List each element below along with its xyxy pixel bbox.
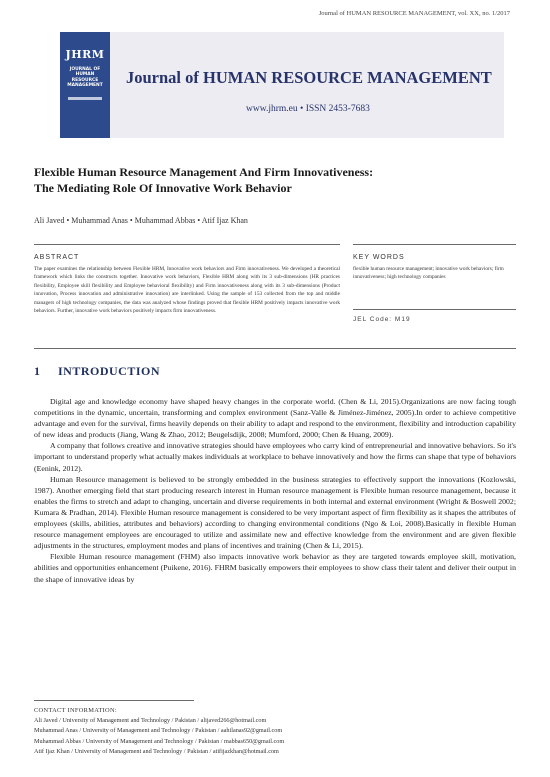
contact-heading: CONTACT INFORMATION:: [34, 707, 117, 714]
logo-mark: JHRM: [65, 48, 105, 61]
contact-line: Muhammad Anas / University of Management and Technology / Pakistan / aahilanas92@gmail.com: [34, 727, 283, 735]
logo-line: JOURNAL OF: [69, 67, 101, 72]
contact-line: Atif Ijaz Khan / University of Management and Technology / Pakistan / atifijazkhan@hotmail.com: [34, 747, 279, 755]
abstract-divider: [34, 244, 340, 245]
keywords-text: flexible human resource management; innovative work behaviors; firm innovativeness; high technology companies: [353, 266, 504, 281]
journal-title: Journal of HUMAN RESOURCE MANAGEMENT: [126, 68, 492, 87]
section-divider: [34, 348, 516, 349]
abstract-heading: ABSTRACT: [34, 254, 80, 261]
body-text: [34, 396, 516, 585]
logo-line: RESOURCE: [71, 77, 99, 83]
journal-masthead: [60, 32, 504, 138]
paper-title-line: The Mediating Role Of Innovative Work Behavior: [34, 181, 292, 195]
paper-title-line: Flexible Human Resource Management And Firm Innovativeness:: [34, 165, 374, 179]
section-number: 1: [34, 364, 41, 378]
jel-code: JEL Code: M19: [353, 316, 411, 323]
logo-text: [60, 61, 110, 89]
jel-divider: [353, 309, 516, 310]
section-heading: [34, 364, 160, 379]
body-paragraph: Digital age and knowledge economy have shaped heavy changes in the corporate world. (Chen & Li, 2015).Organizations are now facing tough competitions in the dynamic, uncertain, transforming and complex environment (Sanz-Valle & Jiménez-Jiménez, 2005).In order to achieve competitive advantage and even for the survival, firms heavily depends on their ability to adapt and respond to the environment, flexibility and introduction capability of new ideas and products (Jiang, Wang & Zhao, 2012; Beugelsdijk, 2008; Mumford, 2000; Chen & Huang, 2009).: [34, 397, 516, 440]
footnote-divider: [34, 700, 194, 701]
keywords-heading: KEY WORDS: [353, 254, 405, 261]
author-list: Ali Javed • Muhammad Anas • Muhammad Abbas • Atif Ijaz Khan: [34, 216, 248, 225]
journal-subline: www.jhrm.eu • ISSN 2453-7683: [246, 104, 370, 114]
logo-line: MANAGEMENT: [67, 83, 103, 89]
contact-line: Ali Javed / University of Management and Technology / Pakistan / alijaved266@hotmail.com: [34, 717, 267, 725]
contact-line: Muhammad Abbas / University of Management and Technology / Pakistan / mabbas650@gmail.com: [34, 737, 285, 745]
abstract-text: The paper examines the relationship between Flexible HRM, Innovative work behaviors and Firm innovativeness. We developed a theoretical framework which links the constructs together. Innovative work behaviors, Flexible HRM along with its 3 sub-dimensions (HR practices flexibility, Employee skill flexibility and Employee behavioral flexibility) and Firm innovativeness along with its 3 sub-dimensions (Product innovation, Process innovation and administrative innovation) are interlinked. Using the sample of 153 collected from the top and middle managers of high technology companies, the data was analyzed whose findings proved that flexible HRM positively impacts innovative work behaviors. Further, innovative work behaviors positively impacts firm innovativeness.: [34, 266, 340, 315]
contact-information: [34, 706, 516, 757]
body-paragraph: A company that follows creative and innovative strategies should have employees who carry kind of entrepreneurial and innovative behaviors. So it's important to understand properly what actually makes individuals at workplace to behave innovatively and how the firms can shape that type of behaviors (Eenink, 2012).: [34, 441, 516, 473]
logo-bar: [68, 97, 102, 100]
journal-logo: [60, 32, 110, 138]
keywords-divider: [353, 244, 516, 245]
logo-line: HUMAN: [75, 72, 95, 78]
paper-title: [34, 164, 514, 196]
section-title: INTRODUCTION: [58, 364, 161, 378]
running-head: Journal of HUMAN RESOURCE MANAGEMENT, vol. XX, no. 1/2017: [318, 10, 510, 17]
body-paragraph: Human Resource management is believed to be strongly embedded in the business strategies to effectively support the innovations (Kozlowski, 1987). Another emerging field that start producing research interest in Human resource management is Flexible human resource management, because it enables the firms to stretch and adapt to changing, uncertain and diverse requirements in both internal and external environment (Wright & Boswell 2002; Kumara & Pradhan, 2014). Flexible Human resource management is considered to be very important aspect of firm flexibility as it shapes the attributes of employees (skills, abilities, attributes and behaviors) according to changing environmental conditions (Ngo & Loi, 2008).Basically in flexible Human resource management employees are encouraged to utilize and assimilate new and effective knowledge from the environment and are given flexible adjustments in the structures, employment modes and plans of incentives and training (Chen & Li, 2015).: [34, 474, 516, 551]
body-paragraph: Flexible Human resource management (FHM) also impacts innovative work behavior as they are targeted towards employee skill, motivation, abilities and opportunities enhancement (Puikene, 2016). FHRM basically empowers their employees to show class their talent and deliver their output in the shape of innovative ideas by: [34, 552, 516, 584]
